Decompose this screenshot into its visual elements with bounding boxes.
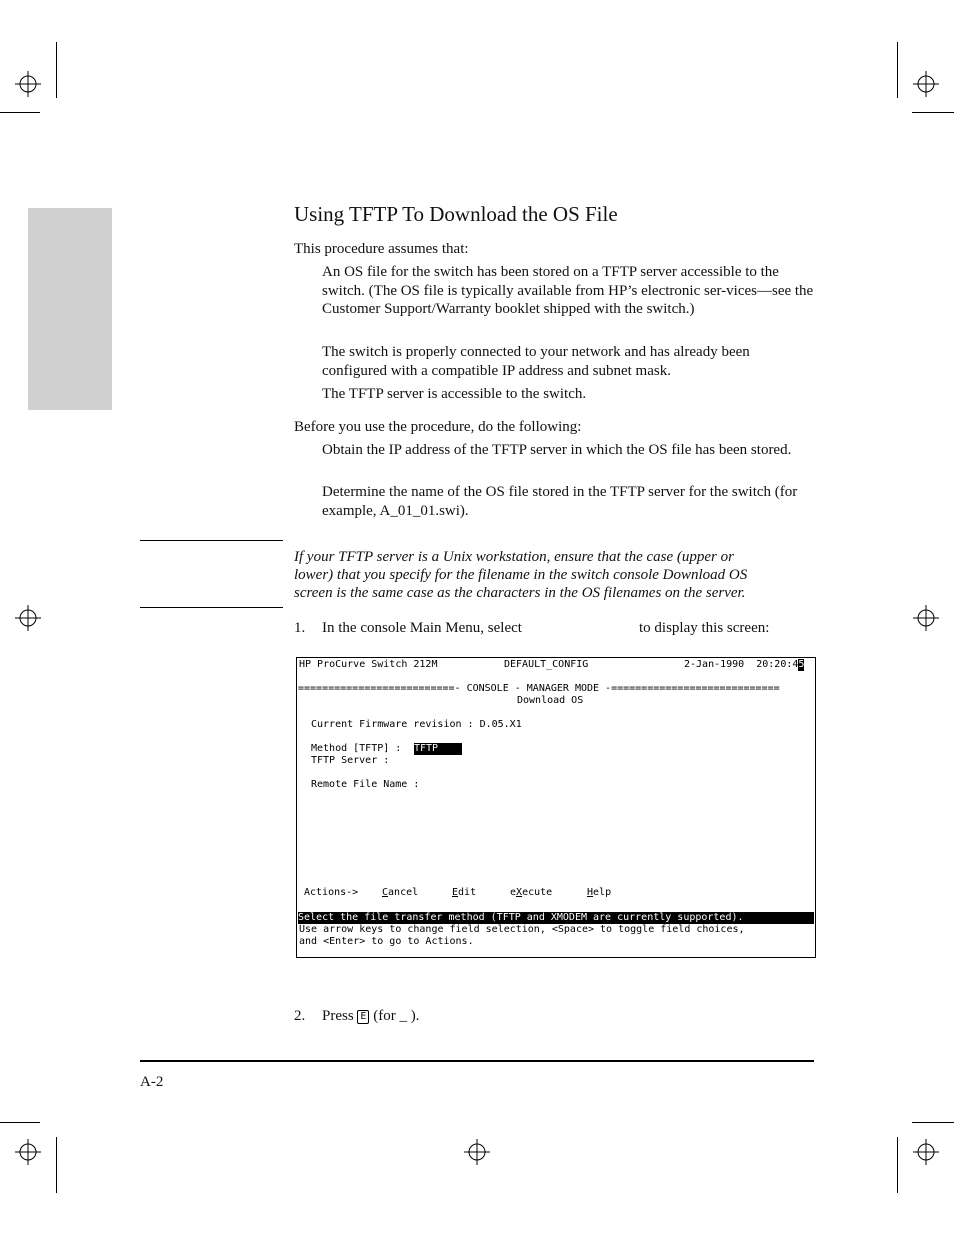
crop-mark — [897, 42, 898, 98]
note-rule-top — [140, 540, 283, 541]
console-screen — [296, 657, 816, 958]
chapter-thumb-tab — [28, 208, 112, 410]
before-intro-text: Before you use the procedure, do the following: — [294, 419, 582, 435]
cancel-action[interactable]: Cancel — [382, 887, 419, 898]
registration-mark-icon — [913, 1139, 939, 1165]
console-screen-title: Download OS — [517, 695, 584, 706]
note-line: screen is the same case as the characters in the OS filenames on the server. — [294, 585, 746, 601]
assumption-item: An OS file for the switch has been stored on a TFTP server accessible to the switch. (The OS file is typically available from HP’s electronic ser-vices—see the Customer Support/Warranty booklet shipped with the switch.) — [322, 264, 814, 317]
registration-mark-icon — [15, 71, 41, 97]
method-label: Method [TFTP] : — [311, 743, 402, 754]
crop-mark — [0, 112, 40, 113]
tftp-server-label: TFTP Server : — [311, 755, 390, 766]
console-mode-bar: ==========================- CONSOLE - MANAGER MODE -============================ — [298, 683, 780, 694]
crop-mark — [56, 1137, 57, 1193]
note-line: lower) that you specify for the filename in the switch console Download OS — [294, 567, 748, 583]
method-field[interactable]: TFTP — [414, 743, 463, 754]
step-1-text-end: to display this screen: — [639, 620, 770, 636]
crop-mark — [912, 112, 954, 113]
registration-mark-icon — [913, 71, 939, 97]
help-line: and <Enter> to go to Actions. — [299, 936, 474, 947]
help-line: Use arrow keys to change field selection, <Space> to toggle field choices, — [299, 924, 745, 935]
step-number: 1. — [294, 620, 306, 636]
step-number: 2. — [294, 1008, 306, 1024]
edit-action[interactable]: Edit — [452, 887, 477, 898]
actions-label: Actions-> — [304, 887, 359, 898]
console-header-config: DEFAULT_CONFIG — [504, 659, 589, 670]
execute-action[interactable]: eXecute — [510, 887, 553, 898]
remote-file-label: Remote File Name : — [311, 779, 420, 790]
note-rule-bottom — [140, 607, 283, 608]
page-title: Using TFTP To Download the OS File — [294, 202, 618, 226]
crop-mark — [0, 1122, 40, 1123]
console-header-title: HP ProCurve Switch 212M — [299, 659, 438, 670]
intro-text: This procedure assumes that: — [294, 241, 469, 257]
crop-mark — [912, 1122, 954, 1123]
console-header-date: 2-Jan-1990 20:20:45 — [684, 659, 805, 670]
firmware-revision: Current Firmware revision : D.05.X1 — [311, 719, 522, 730]
step-2-text: Press E (for _ ). — [322, 1008, 420, 1024]
registration-mark-icon — [913, 605, 939, 631]
registration-mark-icon — [15, 1139, 41, 1165]
before-item: Obtain the IP address of the TFTP server in which the OS file has been stored. — [322, 442, 792, 458]
page-number: A-2 — [140, 1074, 164, 1090]
step-1-text: In the console Main Menu, select — [322, 620, 522, 636]
status-line: Select the file transfer method (TFTP and XMODEM are currently supported). — [298, 912, 814, 924]
crop-mark — [56, 42, 57, 98]
registration-mark-icon — [15, 605, 41, 631]
help-action[interactable]: Help — [587, 887, 612, 898]
note-line: If your TFTP server is a Unix workstation, ensure that the case (upper or — [294, 549, 734, 565]
before-item: Determine the name of the OS file stored in the TFTP server for the switch (for example, A_01_01.swi). — [322, 484, 798, 519]
assumption-item: The switch is properly connected to your network and has already been configured with a compatible IP address and subnet mask. — [322, 344, 750, 379]
registration-mark-icon — [464, 1139, 490, 1165]
text-cursor: 5 — [798, 659, 805, 670]
footer-rule — [140, 1060, 814, 1062]
assumption-item: The TFTP server is accessible to the switch. — [322, 386, 587, 402]
e-key-icon: E — [357, 1010, 369, 1024]
crop-mark — [897, 1137, 898, 1193]
